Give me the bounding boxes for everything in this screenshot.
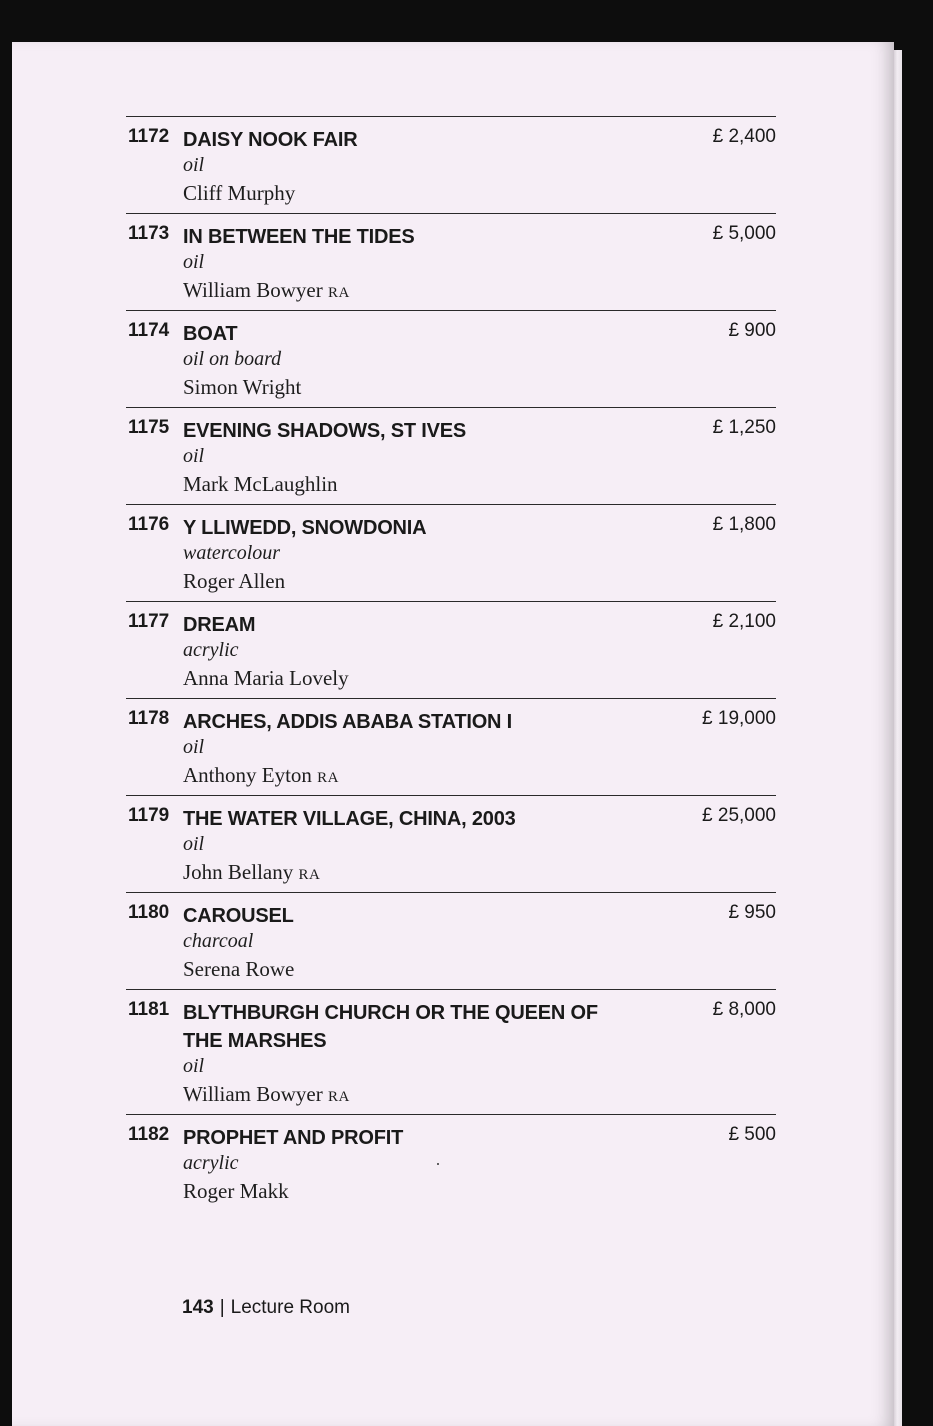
entry-medium: acrylic (183, 639, 239, 661)
artist-name: William Bowyer (183, 1082, 323, 1106)
entry-title: EVENING SHADOWS, ST IVES (183, 420, 467, 442)
page-number: 143 (182, 1297, 214, 1318)
entry-medium: oil (183, 736, 205, 758)
entry-medium: oil (183, 833, 205, 855)
entry-number: 1173 (128, 223, 170, 244)
artist-name: Cliff Murphy (183, 181, 296, 205)
catalogue-entry-1181 (126, 989, 776, 1114)
artist-name: Roger Allen (183, 569, 286, 593)
entry-medium: charcoal (183, 930, 254, 952)
entry-title: DREAM (183, 614, 256, 636)
entry-title: BOAT (183, 323, 238, 345)
artist-name: John Bellany (183, 860, 294, 884)
catalogue-entry-1179 (126, 795, 776, 892)
entry-artist (183, 860, 320, 885)
entry-artist (183, 763, 339, 788)
entry-number: 1177 (128, 611, 170, 632)
entry-number: 1181 (128, 999, 170, 1020)
entry-price: £ 950 (728, 902, 776, 923)
entry-title: THE WATER VILLAGE, CHINA, 2003 (183, 808, 516, 830)
print-speck (437, 1163, 439, 1165)
entry-medium: acrylic (183, 1152, 239, 1174)
entry-number: 1182 (128, 1124, 170, 1145)
artist-name: Roger Makk (183, 1179, 289, 1203)
entry-price: £ 5,000 (712, 223, 776, 244)
entry-medium: watercolour (183, 542, 281, 564)
entry-artist (183, 278, 350, 303)
entry-price: £ 500 (728, 1124, 776, 1145)
artist-name: Serena Rowe (183, 957, 295, 981)
artist-name: Anthony Eyton (183, 763, 312, 787)
entry-artist (183, 957, 294, 982)
ra-suffix: RA (317, 770, 340, 786)
entry-artist (183, 569, 285, 594)
entry-title: ARCHES, ADDIS ABABA STATION I (183, 711, 513, 733)
catalogue-entry-1176 (126, 504, 776, 601)
entry-number: 1176 (128, 514, 170, 535)
entry-price: £ 19,000 (702, 708, 776, 729)
entry-price: £ 25,000 (702, 805, 776, 826)
entry-number: 1175 (128, 417, 170, 438)
ra-suffix: RA (327, 1089, 350, 1105)
catalogue-list (126, 116, 776, 1211)
catalogue-entry-1177 (126, 601, 776, 698)
entry-title: CAROUSEL (183, 905, 294, 927)
entry-artist (183, 472, 338, 497)
entry-number: 1174 (128, 320, 170, 341)
entry-price: £ 2,400 (712, 126, 776, 147)
entry-number: 1180 (128, 902, 170, 923)
entry-medium: oil (183, 445, 205, 467)
catalogue-entry-1180 (126, 892, 776, 989)
entry-medium: oil (183, 251, 205, 273)
entry-artist (183, 375, 301, 400)
entry-number: 1178 (128, 708, 170, 729)
entry-title: PROPHET AND PROFIT (183, 1127, 404, 1149)
entry-number: 1172 (128, 126, 170, 147)
entry-artist (183, 666, 349, 691)
entry-title: BLYTHBURGH CHURCH OR THE QUEEN OF THE MARSHES (183, 1002, 598, 1052)
artist-name: Anna Maria Lovely (183, 666, 349, 690)
catalogue-entry-1172 (126, 116, 776, 213)
ra-suffix: RA (298, 867, 321, 883)
page-footer (182, 1297, 350, 1319)
page-edge (894, 50, 902, 1426)
entry-artist (183, 1179, 289, 1204)
entry-number: 1179 (128, 805, 170, 826)
entry-title: IN BETWEEN THE TIDES (183, 226, 415, 248)
catalogue-entry-1174 (126, 310, 776, 407)
entry-medium: oil (183, 154, 205, 176)
catalogue-entry-1175 (126, 407, 776, 504)
entry-title: DAISY NOOK FAIR (183, 129, 358, 151)
artist-name: Simon Wright (183, 375, 302, 399)
ra-suffix: RA (327, 285, 350, 301)
artist-name: William Bowyer (183, 278, 323, 302)
footer-separator: | (219, 1297, 225, 1318)
entry-price: £ 8,000 (712, 999, 776, 1020)
entry-title: Y LLIWEDD, SNOWDONIA (183, 517, 427, 539)
entry-price: £ 2,100 (712, 611, 776, 632)
entry-artist (183, 1082, 350, 1107)
entry-medium: oil on board (183, 348, 282, 370)
catalogue-entry-1182 (126, 1114, 776, 1211)
entry-price: £ 900 (728, 320, 776, 341)
section-name: Lecture Room (230, 1297, 350, 1318)
catalogue-entry-1173 (126, 213, 776, 310)
entry-artist (183, 181, 295, 206)
catalogue-entry-1178 (126, 698, 776, 795)
entry-medium: oil (183, 1055, 205, 1077)
entry-price: £ 1,800 (712, 514, 776, 535)
entry-price: £ 1,250 (712, 417, 776, 438)
artist-name: Mark McLaughlin (183, 472, 338, 496)
